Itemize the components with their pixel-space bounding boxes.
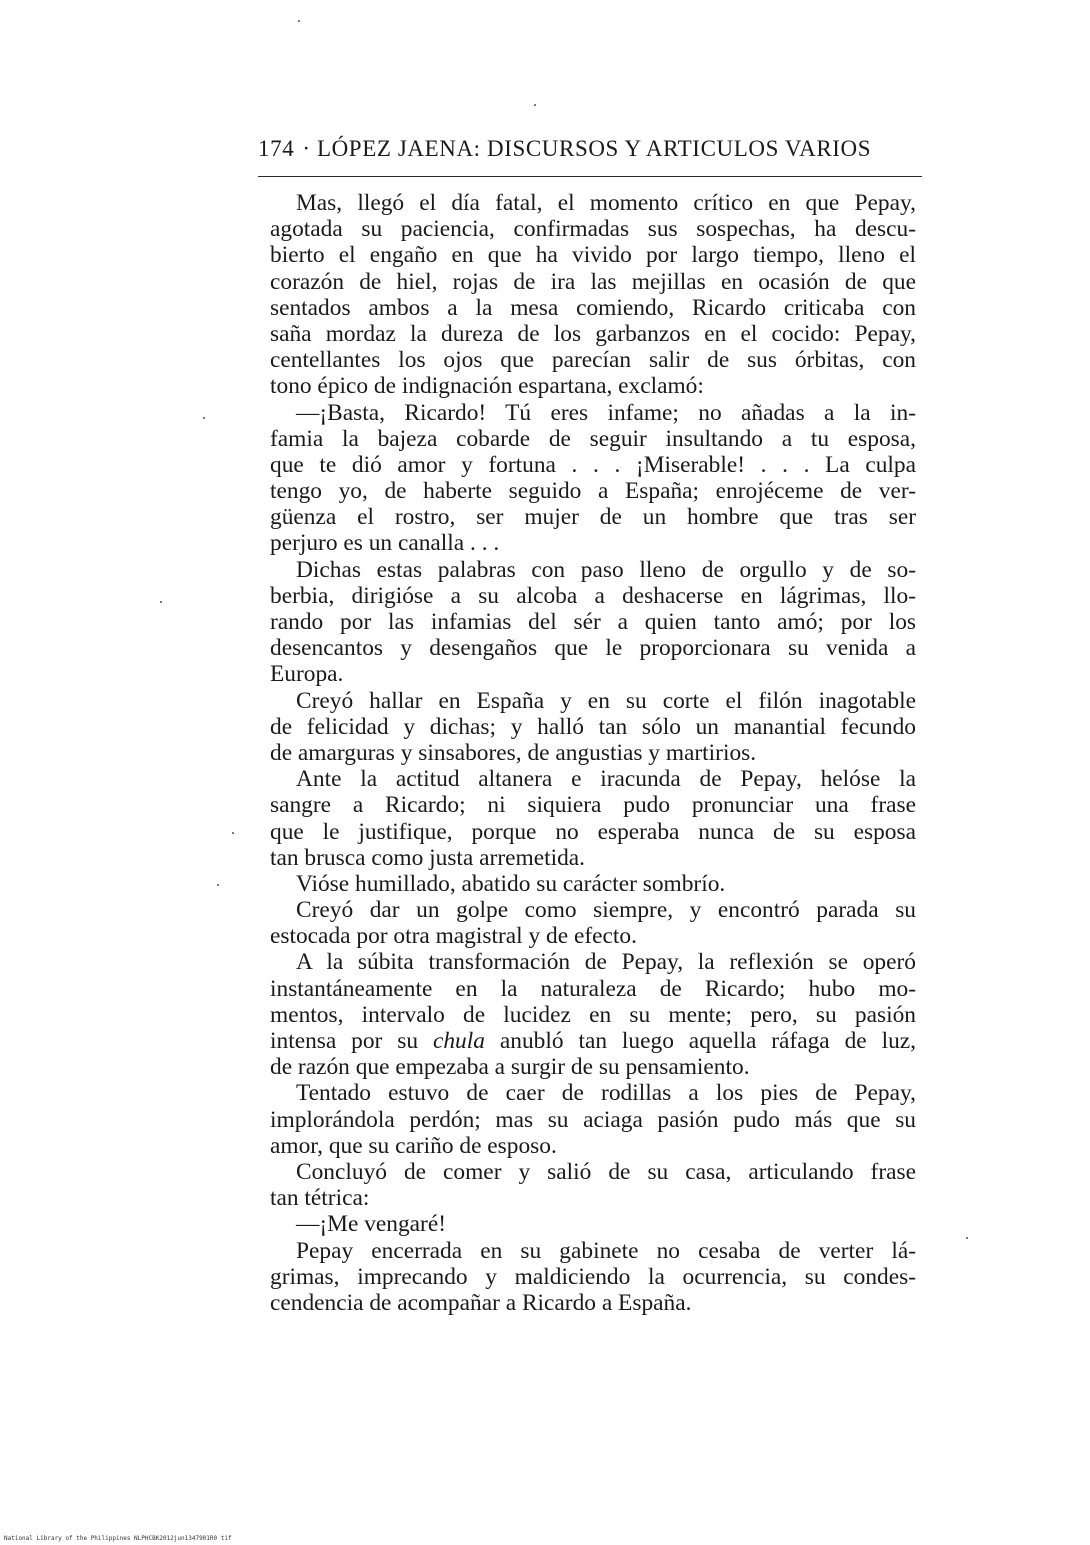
text-line: sangre a Ricardo; ni siquiera pudo pronunciar una frase xyxy=(270,792,916,819)
text-line: saña mordaz la dureza de los garbanzos en el cocido: Pepay, xyxy=(270,320,916,347)
running-header xyxy=(258,136,922,170)
text-line: centellantes los ojos que parecían salir de sus órbitas, con xyxy=(270,347,916,374)
text-line xyxy=(270,1028,916,1054)
text-line: bierto el engaño en que ha vivido por largo tiempo, lleno el xyxy=(270,242,916,269)
text-line: que te dió amor y fortuna . . . ¡Miserable! . . . La culpa xyxy=(270,451,916,478)
text-fragment: intensa por su xyxy=(270,1028,433,1054)
text-line: Creyó dar un golpe como siempre, y encontró parada su xyxy=(296,897,916,924)
text-line: estocada por otra magistral y de efecto. xyxy=(270,923,637,950)
text-line: tan tétrica: xyxy=(270,1185,370,1212)
text-line: implorándola perdón; mas su aciaga pasión pudo más que su xyxy=(270,1106,916,1133)
text-line: de amarguras y sinsabores, de angustias y martirios. xyxy=(270,739,757,766)
page-number: 174 xyxy=(258,136,295,161)
text-line: güenza el rostro, ser mujer de un hombre que tras ser xyxy=(270,504,916,531)
scan-speck xyxy=(966,1237,968,1239)
text-line: que le justifique, porque no esperaba nunca de su esposa xyxy=(270,818,916,845)
scan-speck xyxy=(534,104,536,106)
text-line: desencantos y desengaños que le proporcionara su venida a xyxy=(270,635,916,662)
text-line: instantáneamente en la naturaleza de Ricardo; hubo mo- xyxy=(270,975,916,1002)
text-line: de felicidad y dichas; y halló tan sólo un manantial fecundo xyxy=(270,713,916,740)
header-separator: · xyxy=(302,136,311,161)
text-fragment: anubló tan luego aquella ráfaga de luz, xyxy=(484,1028,917,1054)
scan-speck xyxy=(232,832,234,834)
text-line: rando por las infamias del sér a quien tanto amó; por los xyxy=(270,609,916,635)
text-line: tengo yo, de haberte seguido a España; enrojéceme de ver- xyxy=(270,478,916,505)
scan-footer: National Library of the Philippines NLPHCBK2012jun1347901R0 tif xyxy=(4,1535,232,1542)
text-line: cendencia de acompañar a Ricardo a España. xyxy=(270,1289,692,1316)
text-line: de razón que empezaba a surgir de su pensamiento. xyxy=(270,1054,750,1081)
text-line: tan brusca como justa arremetida. xyxy=(270,844,585,871)
text-line: Dichas estas palabras con paso lleno de orgullo y de so- xyxy=(296,556,916,583)
text-line: agotada su paciencia, confirmadas sus sospechas, ha descu- xyxy=(270,216,916,243)
text-line: Mas, llegó el día fatal, el momento crítico en que Pepay, xyxy=(296,190,916,216)
text-line: Tentado estuvo de caer de rodillas a los pies de Pepay, xyxy=(296,1080,916,1107)
text-line: A la súbita transformación de Pepay, la reflexión se operó xyxy=(296,949,916,976)
text-line: amor, que su cariño de esposo. xyxy=(270,1132,557,1159)
text-line: —¡Basta, Ricardo! Tú eres infame; no añadas a la in- xyxy=(296,399,916,426)
scan-speck xyxy=(160,601,162,603)
scan-speck xyxy=(203,417,205,419)
text-line: berbia, dirigióse a su alcoba a deshacerse en lágrimas, llo- xyxy=(270,582,916,609)
text-line: Ante la actitud altanera e iracunda de Pepay, helóse la xyxy=(296,766,916,793)
header-rule xyxy=(258,176,922,177)
text-line: perjuro es un canalla . . . xyxy=(270,530,500,557)
scan-speck xyxy=(217,884,219,886)
text-line: Creyó hallar en España y en su corte el filón inagotable xyxy=(296,687,916,714)
italic-word: chula xyxy=(432,1028,485,1054)
running-title: LÓPEZ JAENA: DISCURSOS Y ARTICULOS VARIOS xyxy=(316,136,872,161)
text-line: Vióse humillado, abatido su carácter sombrío. xyxy=(296,870,726,897)
body-text xyxy=(270,190,916,1316)
scan-speck xyxy=(298,20,300,22)
text-line: famia la bajeza cobarde de seguir insultando a tu esposa, xyxy=(270,425,916,452)
text-line: tono épico de indignación espartana, exclamó: xyxy=(270,373,704,400)
text-line: Europa. xyxy=(270,661,344,688)
text-line: sentados ambos a la mesa comiendo, Ricardo criticaba con xyxy=(270,294,916,321)
text-line: mentos, intervalo de lucidez en su mente; pero, su pasión xyxy=(270,1001,916,1028)
text-line: —¡Me vengaré! xyxy=(296,1211,447,1238)
text-line: Concluyó de comer y salió de su casa, articulando frase xyxy=(296,1158,916,1185)
text-line: Pepay encerrada en su gabinete no cesaba de verter lá- xyxy=(296,1237,916,1264)
text-line: grimas, imprecando y maldiciendo la ocurrencia, su condes- xyxy=(270,1263,916,1290)
text-line: corazón de hiel, rojas de ira las mejillas en ocasión de que xyxy=(270,268,916,295)
